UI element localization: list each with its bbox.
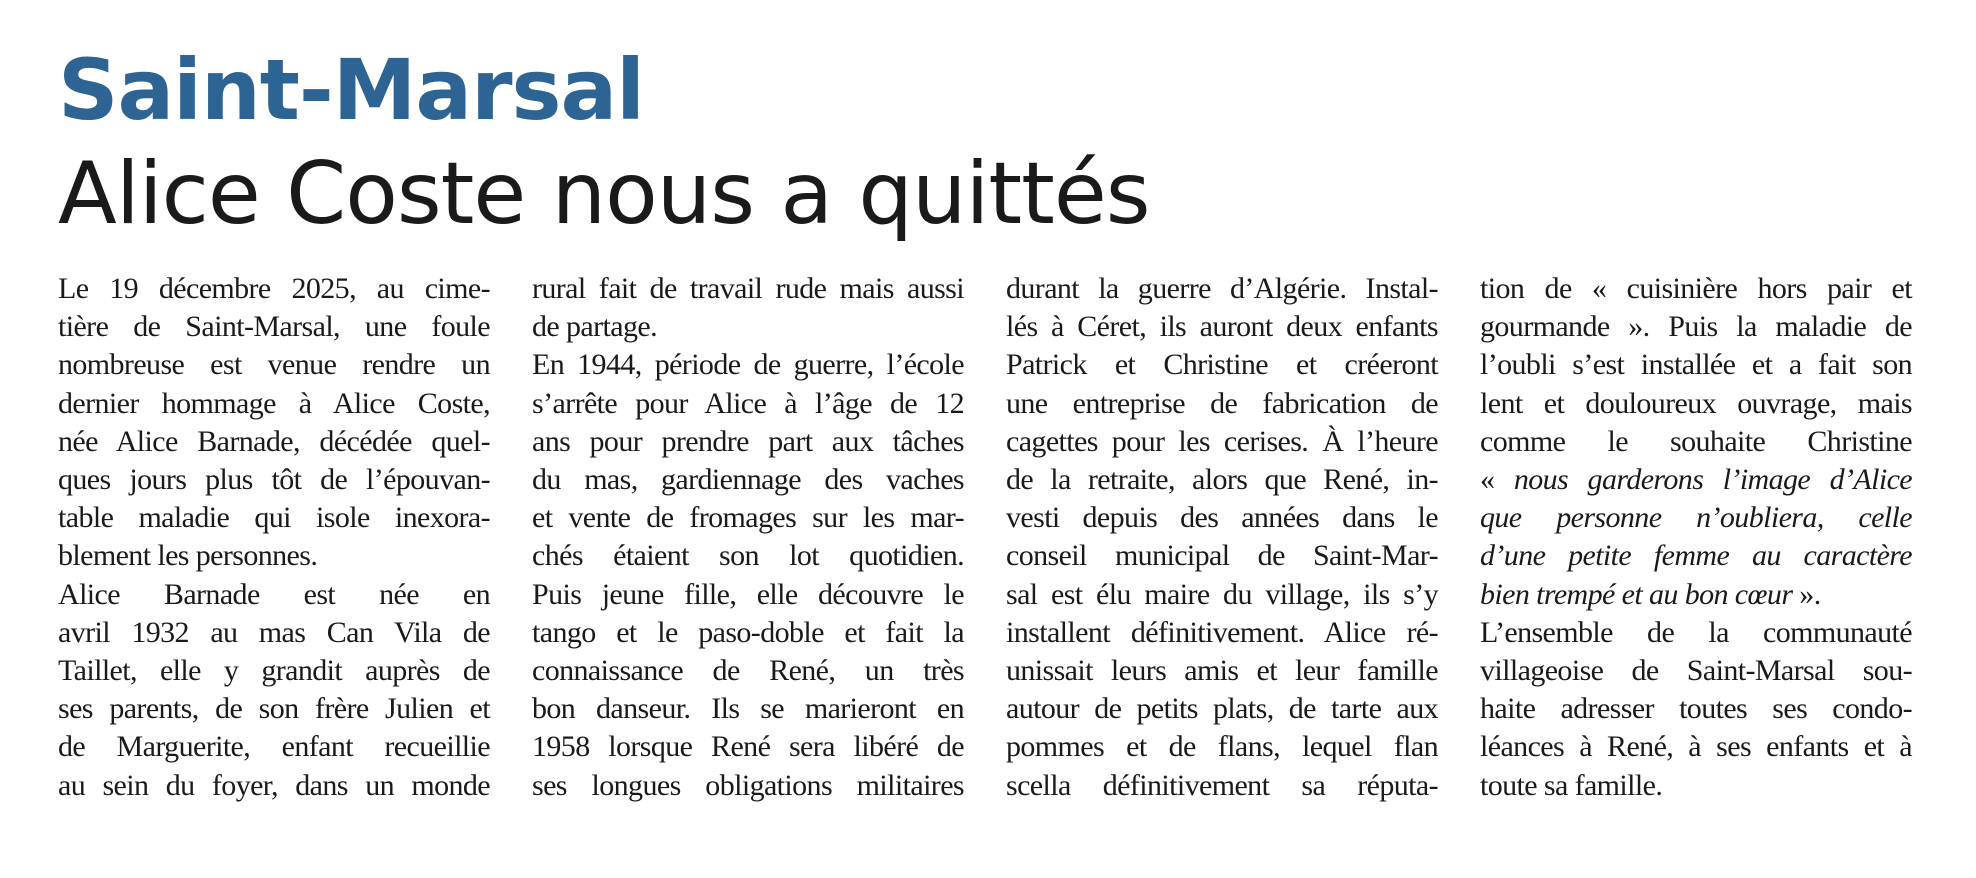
text-line: unissait leurs amis et leur famille [1006,654,1438,688]
text-line: d’une petite femme au caractère [1480,539,1912,573]
text-line: sal est élu maire du village, ils s’y [1006,577,1438,611]
text-line: pommes et de flans, lequel flan [1006,730,1438,764]
text-line: connaissance de René, un très [532,654,964,688]
text-line: conseil municipal de Saint-Mar- [1006,539,1438,573]
text-line: avril 1932 au mas Can Vila de [58,615,490,649]
text-line: ses parents, de son frère Julien et [58,692,490,726]
text-line: durant la guerre d’Algérie. Instal- [1006,272,1438,305]
text-line: comme le souhaite Christine [1480,424,1912,458]
text-line: de Marguerite, enfant recueillie [58,730,490,764]
text-line: léances à René, à ses enfants et à [1480,730,1912,764]
text-column-3 [1006,270,1438,805]
text-line: L’ensemble de la communauté [1480,615,1912,649]
text-line: haite adresser toutes ses condo- [1480,692,1912,726]
text-line: Alice Barnade est née en [58,577,490,611]
text-line: gourmande ». Puis la maladie de [1480,310,1912,344]
text-line: Le 19 décembre 2025, au cime- [58,272,490,305]
article-body [58,270,1918,870]
text-line: table maladie qui isole inexora- [58,501,490,535]
text-column-1 [58,270,490,805]
text-line: tango et le paso-doble et fait la [532,615,964,649]
text-line: ans pour prendre part aux tâches [532,424,964,458]
text-line: du mas, gardiennage des vaches [532,463,964,497]
article-kicker: Saint-Marsal [58,41,644,139]
text-line: l’oubli s’est installée et a fait son [1480,348,1912,382]
text-line: nombreuse est venue rendre un [58,348,490,382]
text-line: tière de Saint-Marsal, une foule [58,310,490,344]
text-line: installent définitivement. Alice ré- [1006,615,1438,649]
text-line: villageoise de Saint-Marsal sou- [1480,654,1912,688]
text-column-4 [1480,270,1912,805]
text-line: autour de petits plats, de tarte aux [1006,692,1438,726]
text-line: que personne n’oubliera, celle [1480,501,1912,535]
text-line: Patrick et Christine et créeront [1006,348,1438,382]
text-line: chés étaient son lot quotidien. [532,539,964,573]
text-line: au sein du foyer, dans un monde [58,768,490,802]
text-line: de la retraite, alors que René, in- [1006,463,1438,497]
text-line: 1958 lorsque René sera libéré de [532,730,964,764]
article-headline: Alice Coste nous a quittés [58,144,1150,244]
text-line: et vente de fromages sur les mar- [532,501,964,535]
text-line: toute sa famille. [1480,768,1663,802]
text-column-2 [532,270,964,805]
text-line: s’arrête pour Alice à l’âge de 12 [532,386,964,420]
text-line: ques jours plus tôt de l’épouvan- [58,463,490,497]
text-line: cagettes pour les cerises. À l’heure [1006,424,1438,458]
text-line: blement les personnes. [58,539,318,573]
text-line: Puis jeune fille, elle découvre le [532,577,964,611]
text-line: ses longues obligations militaires [532,768,964,802]
text-line: bon danseur. Ils se marieront en [532,692,964,726]
text-line: En 1944, période de guerre, l’école [532,348,964,382]
text-line: bien trempé et au bon cœur ». [1480,577,1821,611]
text-line: une entreprise de fabrication de [1006,386,1438,420]
text-line: « nous garderons l’image d’Alice [1480,463,1912,497]
text-line: lés à Céret, ils auront deux enfants [1006,310,1438,344]
text-line: scella définitivement sa réputa- [1006,768,1438,802]
text-line: de partage. [532,310,657,344]
text-line: Taillet, elle y grandit auprès de [58,654,490,688]
text-line: tion de « cuisinière hors pair et [1480,272,1912,305]
text-line: dernier hommage à Alice Coste, [58,386,490,420]
text-line: rural fait de travail rude mais aussi [532,272,964,305]
text-line: vesti depuis des années dans le [1006,501,1438,535]
text-line: née Alice Barnade, décédée quel- [58,424,490,458]
text-line: lent et douloureux ouvrage, mais [1480,386,1912,420]
article [58,40,1918,802]
